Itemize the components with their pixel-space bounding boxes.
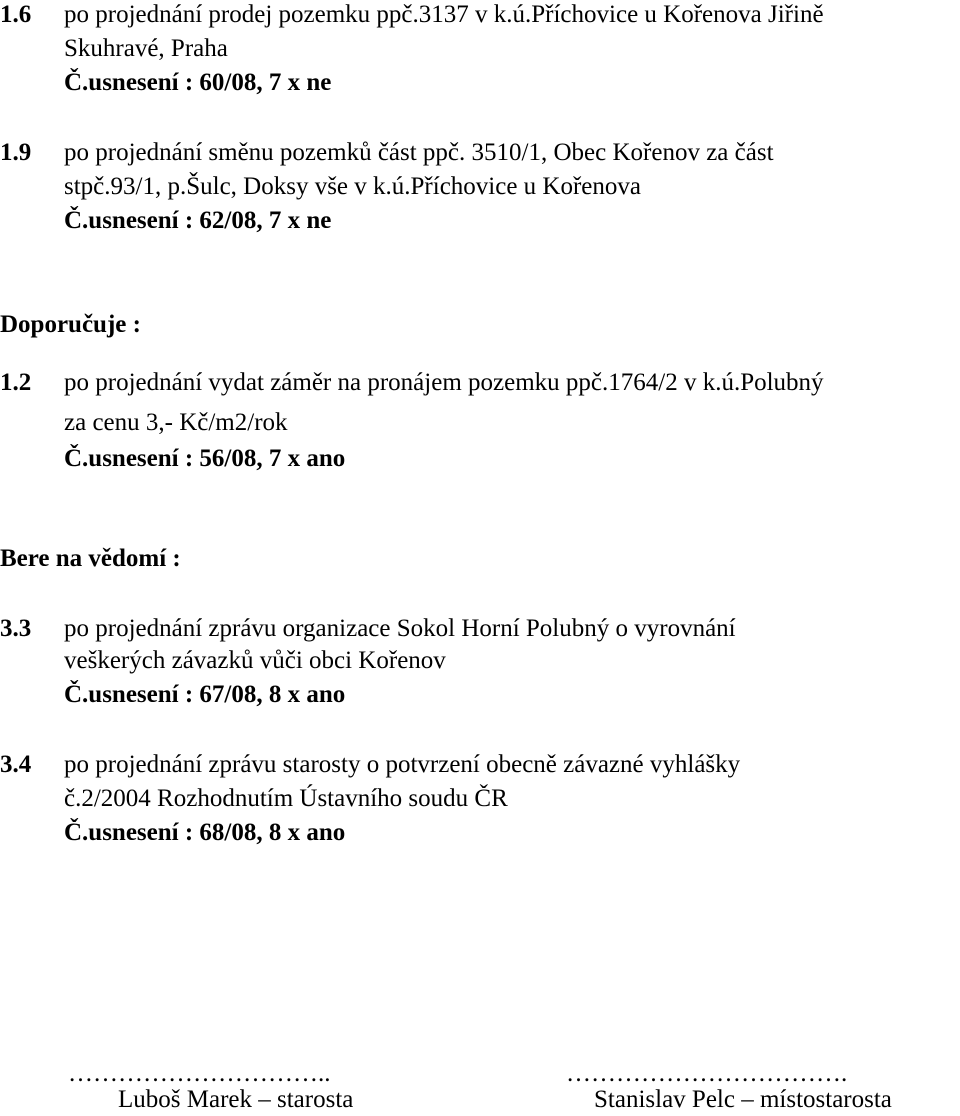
item-number: 1.6 bbox=[0, 1, 32, 28]
resolution-text: Č.usnesení : 56/08, 7 x ano bbox=[64, 445, 346, 472]
section-heading-notes: Bere na vědomí : bbox=[0, 545, 181, 572]
item-text: po projednání zprávu organizace Sokol Horní Polubný o vyrovnání bbox=[64, 615, 736, 642]
resolution-text: Č.usnesení : 68/08, 8 x ano bbox=[64, 819, 346, 846]
signature-dots: ………………………….. bbox=[68, 1060, 331, 1087]
item-text: Skuhravé, Praha bbox=[64, 35, 228, 62]
item-text: veškerých závazků vůči obci Kořenov bbox=[64, 647, 446, 674]
item-text: za cenu 3,- Kč/m2/rok bbox=[64, 409, 288, 436]
section-heading-recommends: Doporučuje : bbox=[0, 311, 141, 338]
item-number: 3.3 bbox=[0, 615, 32, 642]
item-text: č.2/2004 Rozhodnutím Ústavního soudu ČR bbox=[64, 785, 508, 812]
item-text: po projednání vydat záměr na pronájem pozemku ppč.1764/2 v k.ú.Polubný bbox=[64, 369, 824, 396]
signature-name: Stanislav Pelc – místostarosta bbox=[594, 1086, 892, 1113]
signature-dots: ……………………………. bbox=[566, 1060, 848, 1087]
item-number: 1.9 bbox=[0, 139, 32, 166]
signature-name: Luboš Marek – starosta bbox=[118, 1086, 354, 1113]
item-number: 3.4 bbox=[0, 751, 32, 778]
resolution-text: Č.usnesení : 60/08, 7 x ne bbox=[64, 69, 332, 96]
resolution-text: Č.usnesení : 62/08, 7 x ne bbox=[64, 207, 332, 234]
item-text: stpč.93/1, p.Šulc, Doksy vše v k.ú.Příchovice u Kořenova bbox=[64, 173, 642, 200]
item-text: po projednání směnu pozemků část ppč. 3510/1, Obec Kořenov za část bbox=[64, 139, 774, 166]
item-text: po projednání prodej pozemku ppč.3137 v k.ú.Příchovice u Kořenova Jiřině bbox=[64, 1, 824, 28]
item-number: 1.2 bbox=[0, 369, 32, 396]
item-text: po projednání zprávu starosty o potvrzení obecně závazné vyhlášky bbox=[64, 751, 741, 778]
resolution-text: Č.usnesení : 67/08, 8 x ano bbox=[64, 681, 346, 708]
